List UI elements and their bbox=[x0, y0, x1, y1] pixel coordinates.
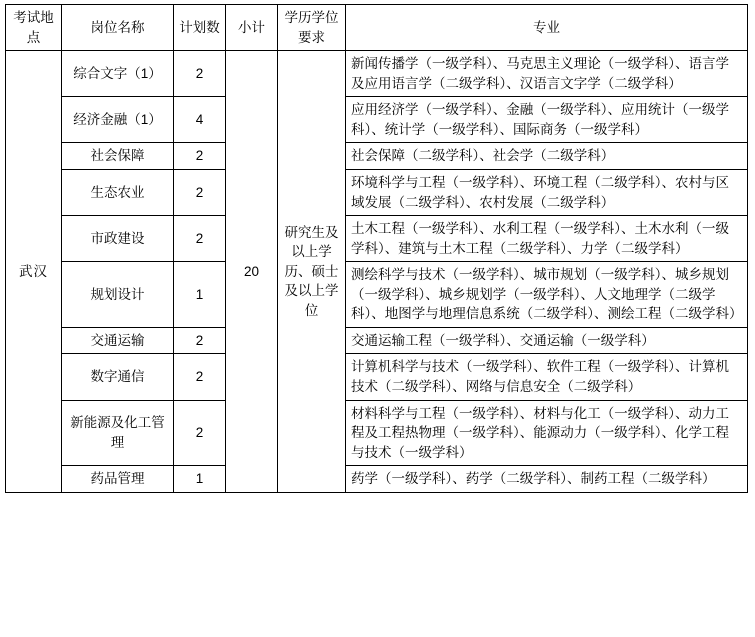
table-row bbox=[6, 466, 748, 493]
cell-post-name: 数字通信 bbox=[62, 354, 174, 400]
table-row bbox=[6, 97, 748, 143]
cell-plan-count: 2 bbox=[174, 143, 226, 170]
cell-post-name: 综合文字（1） bbox=[62, 51, 174, 97]
cell-major: 药学（一级学科）、药学（二级学科）、制药工程（二级学科） bbox=[346, 466, 748, 493]
table-row bbox=[6, 400, 748, 466]
cell-location: 武汉 bbox=[6, 51, 62, 493]
cell-plan-count: 1 bbox=[174, 466, 226, 493]
table-row bbox=[6, 262, 748, 328]
table-row bbox=[6, 51, 748, 97]
header-major: 专业 bbox=[346, 5, 748, 51]
cell-plan-count: 4 bbox=[174, 97, 226, 143]
cell-post-name: 药品管理 bbox=[62, 466, 174, 493]
cell-post-name: 生态农业 bbox=[62, 169, 174, 215]
cell-major: 测绘科学与技术（一级学科）、城市规划（一级学科）、城乡规划（一级学科）、城乡规划学（一级学科）、人文地理学（二级学科）、地图学与地理信息系统（二级学科）、测绘工程（二级学科） bbox=[346, 262, 748, 328]
cell-post-name: 规划设计 bbox=[62, 262, 174, 328]
cell-plan-count: 1 bbox=[174, 262, 226, 328]
table-row bbox=[6, 354, 748, 400]
header-education: 学历学位要求 bbox=[278, 5, 346, 51]
table-row bbox=[6, 216, 748, 262]
table-header-row bbox=[6, 5, 748, 51]
cell-education: 研究生及以上学历、硕士及以上学位 bbox=[278, 51, 346, 493]
cell-plan-count: 2 bbox=[174, 327, 226, 354]
cell-major: 材料科学与工程（一级学科）、材料与化工（一级学科）、动力工程及工程热物理（一级学科）、能源动力（一级学科）、化学工程与技术（一级学科） bbox=[346, 400, 748, 466]
table-row bbox=[6, 327, 748, 354]
cell-major: 土木工程（一级学科）、水利工程（一级学科）、土木水利（一级学科）、建筑与土木工程（二级学科）、力学（二级学科） bbox=[346, 216, 748, 262]
cell-post-name: 交通运输 bbox=[62, 327, 174, 354]
header-location: 考试地点 bbox=[6, 5, 62, 51]
recruitment-table bbox=[5, 4, 748, 493]
cell-plan-count: 2 bbox=[174, 169, 226, 215]
cell-post-name: 社会保障 bbox=[62, 143, 174, 170]
header-subtotal: 小计 bbox=[226, 5, 278, 51]
cell-major: 交通运输工程（一级学科）、交通运输（一级学科） bbox=[346, 327, 748, 354]
table-row bbox=[6, 169, 748, 215]
cell-post-name: 新能源及化工管理 bbox=[62, 400, 174, 466]
table-row bbox=[6, 143, 748, 170]
cell-plan-count: 2 bbox=[174, 354, 226, 400]
cell-major: 环境科学与工程（一级学科）、环境工程（二级学科）、农村与区域发展（二级学科）、农村发展（二级学科） bbox=[346, 169, 748, 215]
cell-major: 应用经济学（一级学科）、金融（一级学科）、应用统计（一级学科）、统计学（一级学科）、国际商务（一级学科） bbox=[346, 97, 748, 143]
header-post-name: 岗位名称 bbox=[62, 5, 174, 51]
cell-major: 新闻传播学（一级学科）、马克思主义理论（一级学科）、语言学及应用语言学（二级学科）、汉语言文字学（二级学科） bbox=[346, 51, 748, 97]
cell-plan-count: 2 bbox=[174, 216, 226, 262]
cell-post-name: 经济金融（1） bbox=[62, 97, 174, 143]
cell-major: 计算机科学与技术（一级学科）、软件工程（一级学科）、计算机技术（二级学科）、网络与信息安全（二级学科） bbox=[346, 354, 748, 400]
cell-post-name: 市政建设 bbox=[62, 216, 174, 262]
cell-subtotal: 20 bbox=[226, 51, 278, 493]
cell-plan-count: 2 bbox=[174, 51, 226, 97]
header-plan-count: 计划数 bbox=[174, 5, 226, 51]
cell-major: 社会保障（二级学科）、社会学（二级学科） bbox=[346, 143, 748, 170]
cell-plan-count: 2 bbox=[174, 400, 226, 466]
